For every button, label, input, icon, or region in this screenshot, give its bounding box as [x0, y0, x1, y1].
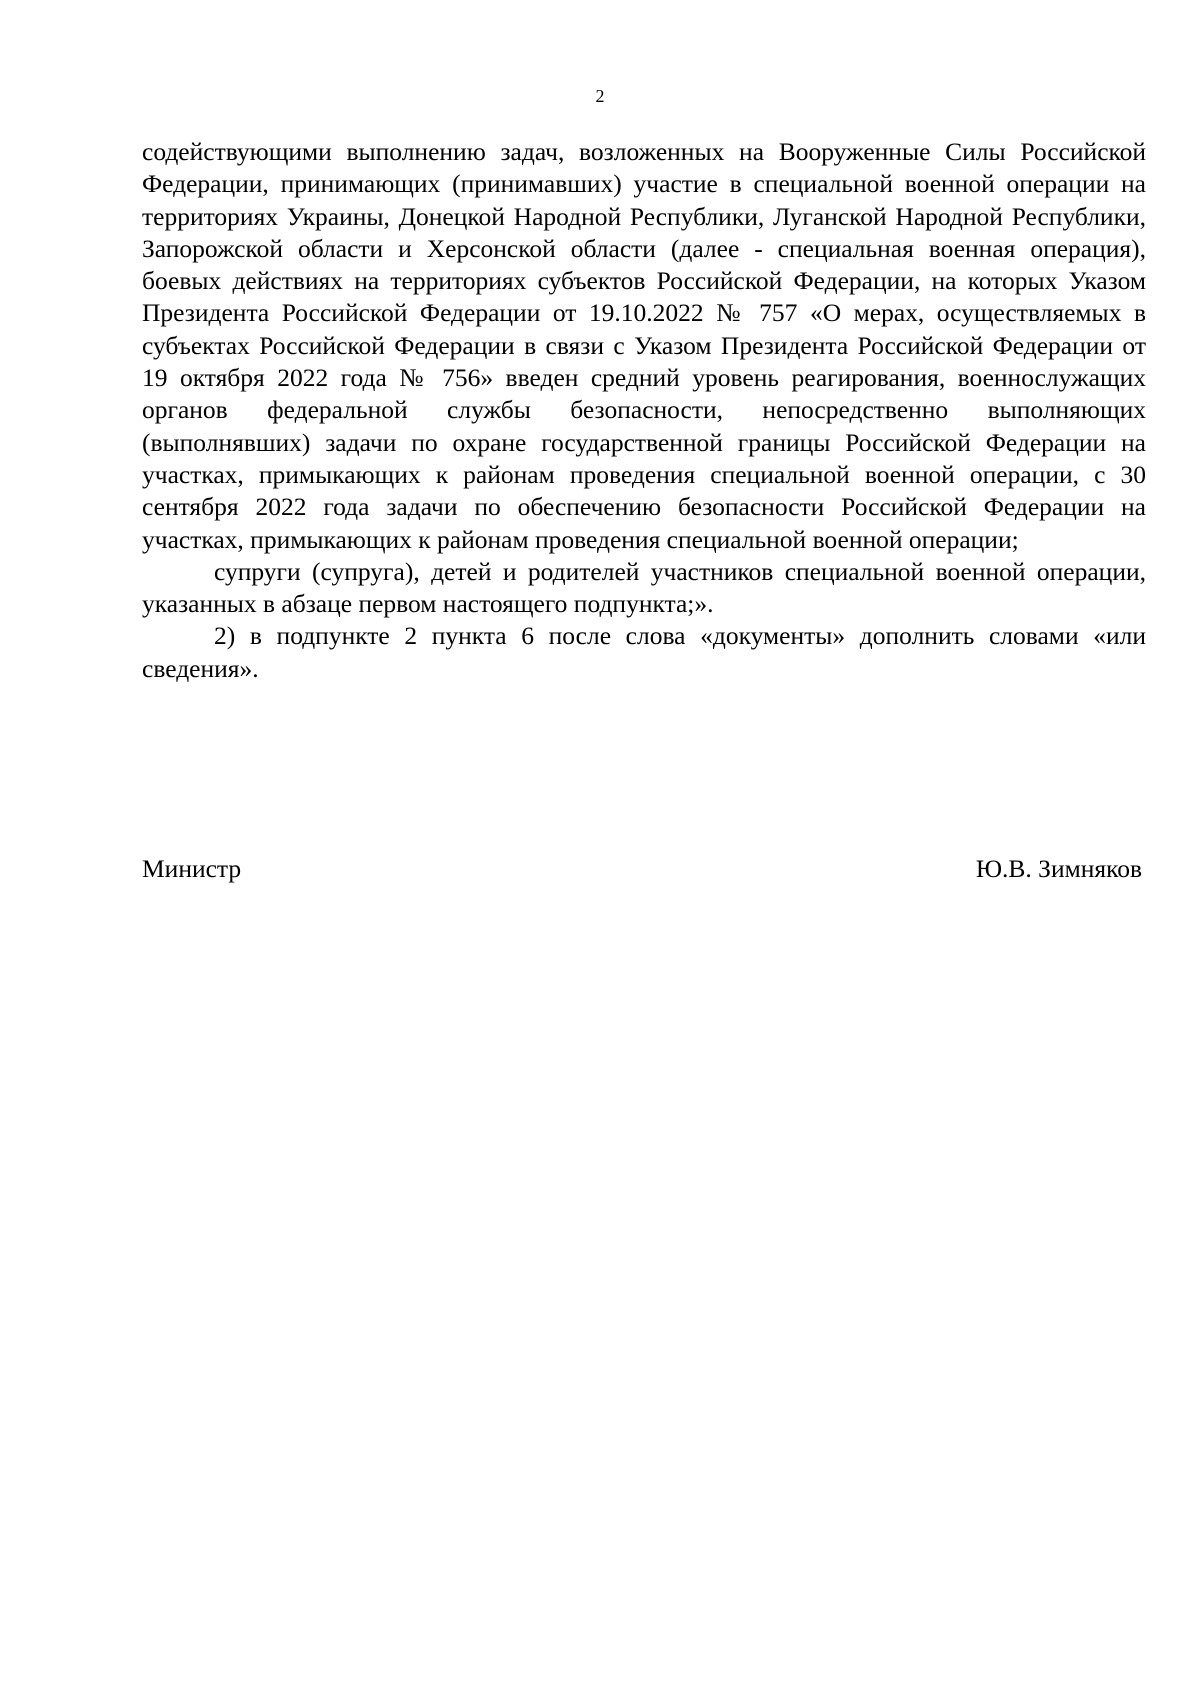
paragraph-continuation: содействующими выполнению задач, возложенных на Вооруженные Силы Российской Федерации, принимающих (принимавших) участие в специальной военной операции на территориях Украины, Донецкой Народной Республики, Луганской Народной Республики, Запорожской области и Херсонской области (далее - специальная военная операция), боевых действиях на территориях субъектов Российской Федерации, на которых Указом Президента Российской Федерации от 19.10.2022 № 757 «О мерах, осуществляемых в субъектах Российской Федерации в связи с Указом Президента Российской Федерации от 19 октября 2022 года № 756» введен средний уровень реагирования, военнослужащих органов федеральной службы безопасности, непосредственно выполняющих (выполнявших) задачи по охране государственной границы Российской Федерации на участках, примыкающих к районам проведения специальной военной операции, с 30 сентября 2022 года задачи по обеспечению безопасности Российской Федерации на участках, примыкающих к районам проведения специальной военной операции; — [142, 137, 1146, 554]
signature-block — [142, 853, 1142, 887]
paragraph-amendment-2: 2) в подпункте 2 пункта 6 после слова «документы» дополнить словами «или сведения». — [142, 621, 1146, 683]
paragraph-spouses: супруги (супруга), детей и родителей участников специальной военной операции, указанных в абзаце первом настоящего подпункта;». — [142, 556, 1146, 619]
document-body — [142, 136, 1146, 685]
signatory-title: Министр — [142, 854, 242, 883]
page-number: 2 — [595, 86, 605, 106]
signatory-name: Ю.В. Зимняков — [975, 854, 1142, 883]
